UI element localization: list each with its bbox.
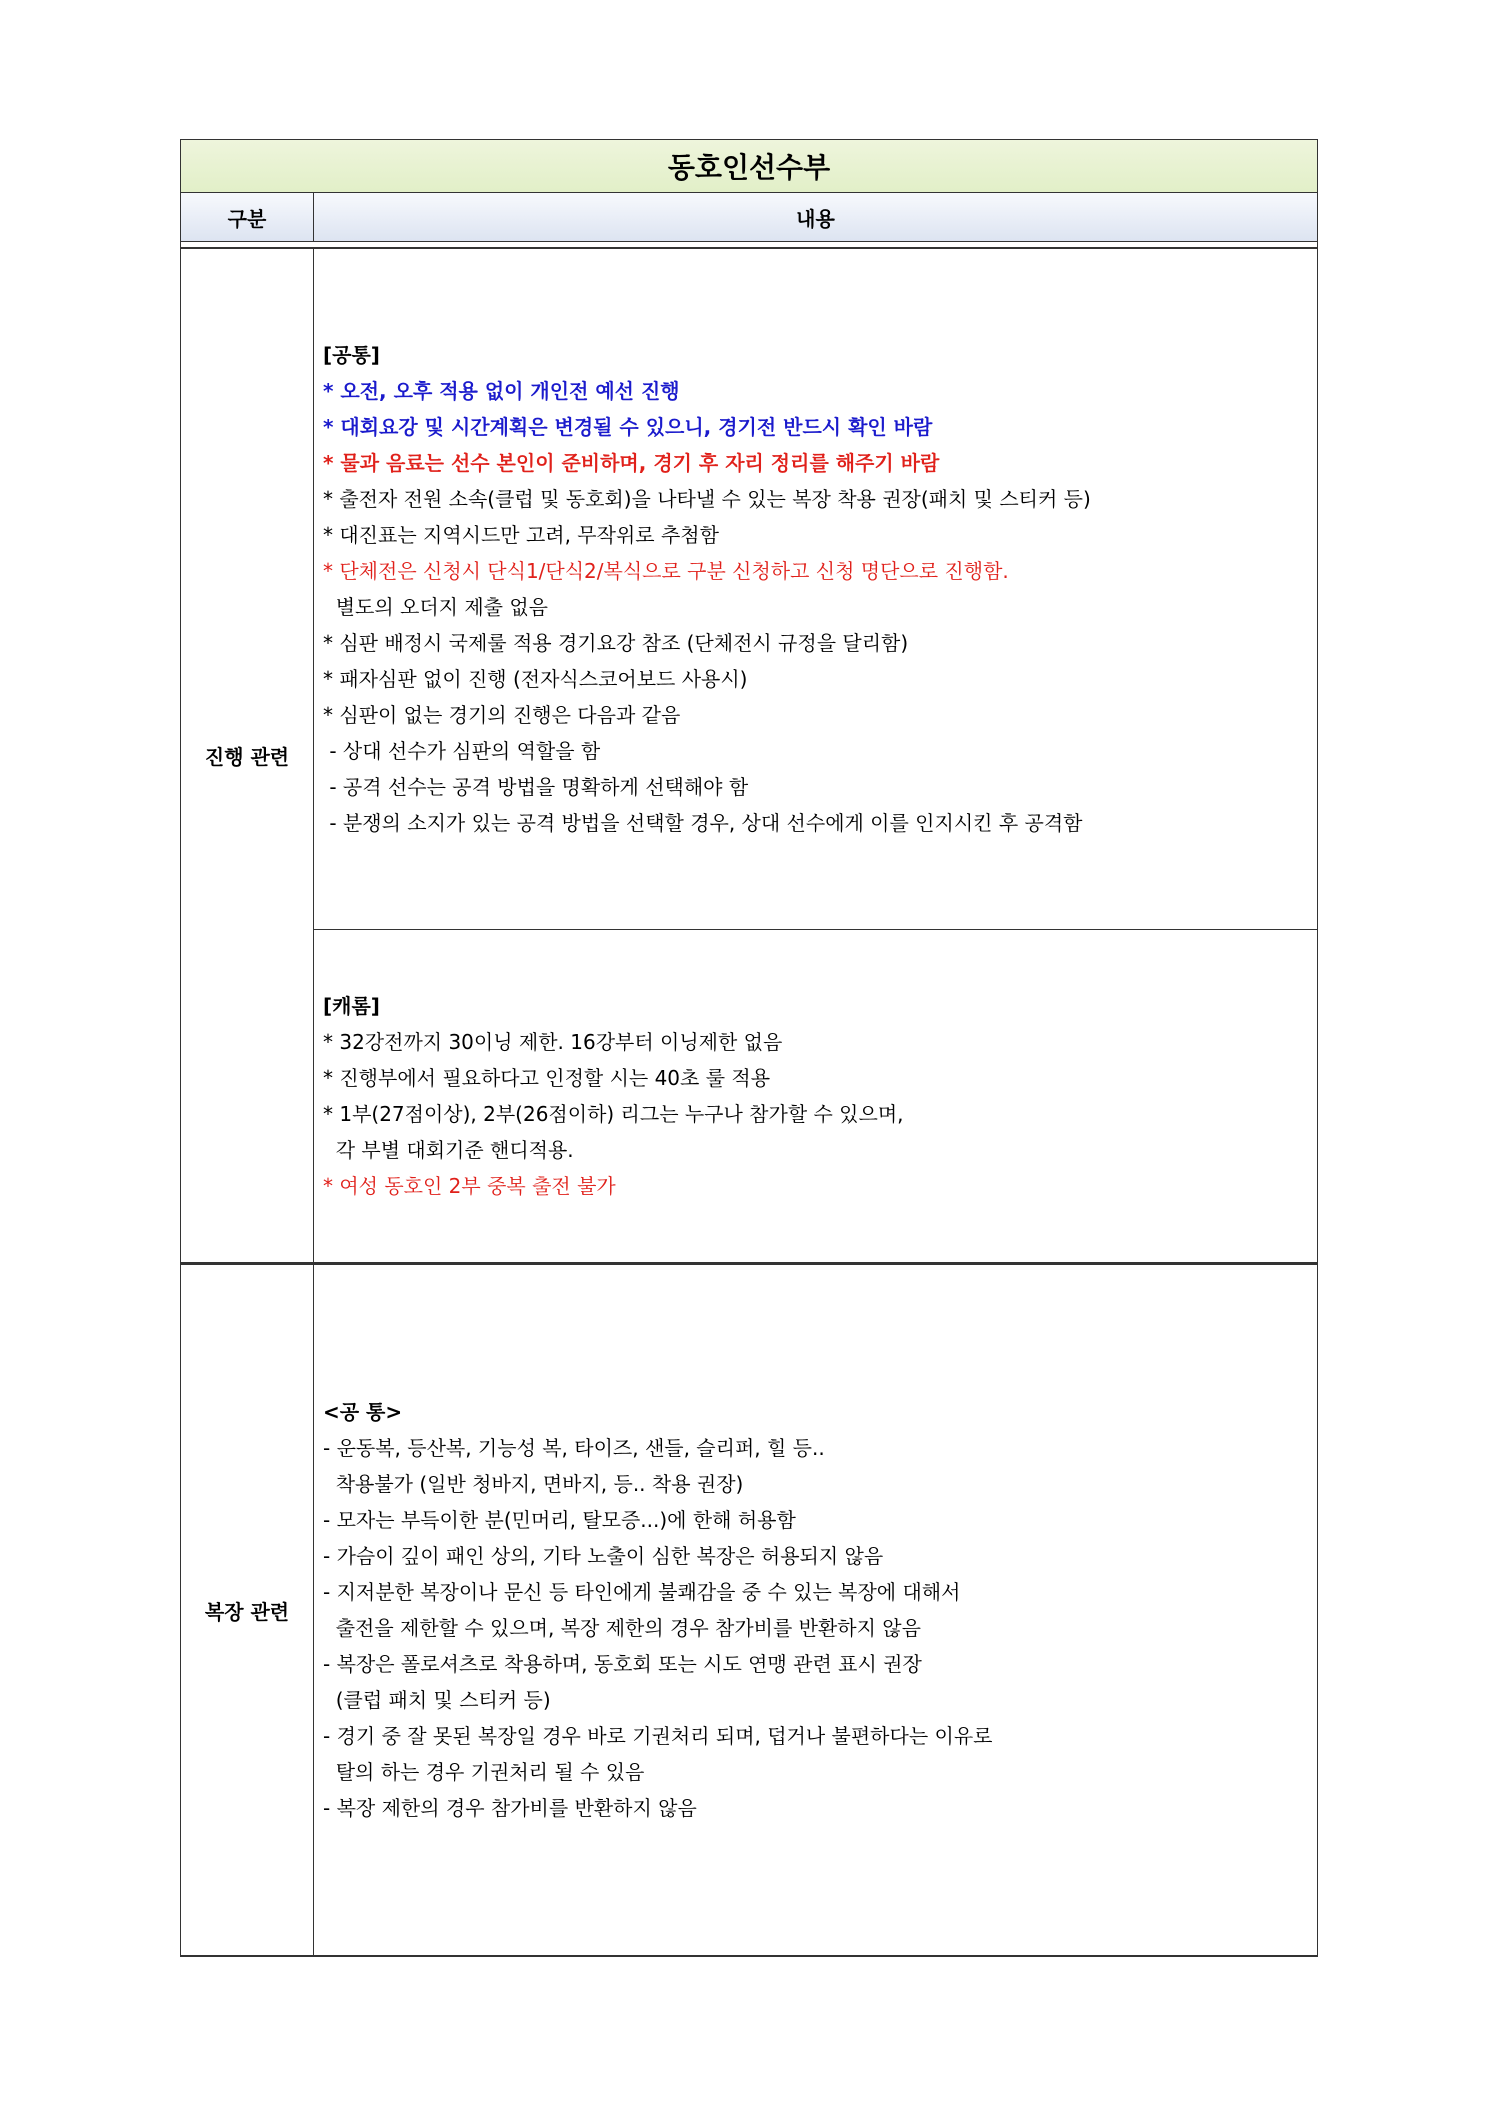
- row-content: [314, 1265, 1317, 1955]
- header-content: 내용: [796, 206, 835, 231]
- rules-table: [180, 139, 1318, 1957]
- table-row: [180, 1263, 1318, 1957]
- rule-line: * 진행부에서 필요하다고 인정할 시는 40초 룰 적용: [323, 1066, 771, 1090]
- rule-line: * 1부(27점이상), 2부(26점이하) 리그는 누구나 참가할 수 있으며,: [323, 1102, 904, 1126]
- table-row: [180, 247, 1318, 1263]
- rule-line: * 단체전은 신청시 단식1/단식2/복식으로 구분 신청하고 신청 명단으로 진행함.: [323, 559, 1009, 583]
- section-heading: [캐롬]: [323, 994, 380, 1018]
- rule-line: 착용불가 (일반 청바지, 면바지, 등.. 착용 권장): [323, 1472, 744, 1496]
- row-category: 복장 관련: [181, 1265, 314, 1955]
- rule-line: - 운동복, 등산복, 기능성 복, 타이즈, 샌들, 슬리퍼, 힐 등..: [323, 1436, 825, 1460]
- rule-line: - 경기 중 잘 못된 복장일 경우 바로 기권처리 되며, 덥거나 불편하다는 이유로: [323, 1724, 993, 1748]
- rule-line: - 복장 제한의 경우 참가비를 반환하지 않음: [323, 1796, 697, 1820]
- content-cell: [314, 249, 1317, 929]
- rule-line: * 패자심판 없이 진행 (전자식스코어보드 사용시): [323, 667, 748, 691]
- rule-line: * 심판이 없는 경기의 진행은 다음과 같음: [323, 703, 681, 727]
- rule-line: * 32강전까지 30이닝 제한. 16강부터 이닝제한 없음: [323, 1030, 783, 1054]
- column-header-row: [180, 192, 1318, 242]
- rule-line: 출전을 제한할 수 있으며, 복장 제한의 경우 참가비를 반환하지 않음: [323, 1616, 921, 1640]
- rule-line: 별도의 오더지 제출 없음: [323, 595, 548, 619]
- rule-line: - 가슴이 깊이 패인 상의, 기타 노출이 심한 복장은 허용되지 않음: [323, 1544, 884, 1568]
- content-cell: [314, 1265, 1317, 1955]
- table-body: [180, 247, 1318, 1957]
- rule-line: * 심판 배정시 국제룰 적용 경기요강 참조 (단체전시 규정을 달리함): [323, 631, 909, 655]
- rule-line: 탈의 하는 경우 기권처리 될 수 있음: [323, 1760, 645, 1784]
- header-category: 구분: [181, 193, 314, 241]
- rule-line: - 공격 선수는 공격 방법을 명확하게 선택해야 함: [323, 775, 749, 799]
- rule-line: - 지저분한 복장이나 문신 등 타인에게 불쾌감을 중 수 있는 복장에 대해서: [323, 1580, 961, 1604]
- row-content: [314, 249, 1317, 1262]
- content-cell: [314, 929, 1317, 1262]
- rule-line: * 대진표는 지역시드만 고려, 무작위로 추첨함: [323, 523, 719, 547]
- rule-line: (클럽 패치 및 스티커 등): [323, 1688, 551, 1712]
- rule-line: - 분쟁의 소지가 있는 공격 방법을 선택할 경우, 상대 선수에게 이를 인지시킨 후 공격함: [323, 811, 1083, 835]
- table-title: 동호인선수부: [667, 151, 831, 184]
- rule-line: - 복장은 폴로셔츠로 착용하며, 동호회 또는 시도 연맹 관련 표시 권장: [323, 1652, 922, 1676]
- table-title-bar: [180, 139, 1318, 192]
- rule-line: - 상대 선수가 심판의 역할을 함: [323, 739, 601, 763]
- section-heading: <공 통>: [323, 1400, 403, 1424]
- rule-line: * 출전자 전원 소속(클럽 및 동호회)을 나타낼 수 있는 복장 착용 권장(패치 및 스티커 등): [323, 487, 1091, 511]
- rule-line: * 여성 동호인 2부 중복 출전 불가: [323, 1174, 616, 1198]
- rule-line: * 대회요강 및 시간계획은 변경될 수 있으니, 경기전 반드시 확인 바람: [323, 415, 933, 439]
- section-heading: [공통]: [323, 343, 380, 367]
- rule-line: * 물과 음료는 선수 본인이 준비하며, 경기 후 자리 정리를 해주기 바람: [323, 451, 940, 475]
- row-category: 진행 관련: [181, 249, 314, 1262]
- rule-line: * 오전, 오후 적용 없이 개인전 예선 진행: [323, 379, 680, 403]
- rule-line: - 모자는 부득이한 분(민머리, 탈모증...)에 한해 허용함: [323, 1508, 796, 1532]
- rule-line: 각 부별 대회기준 핸디적용.: [323, 1138, 574, 1162]
